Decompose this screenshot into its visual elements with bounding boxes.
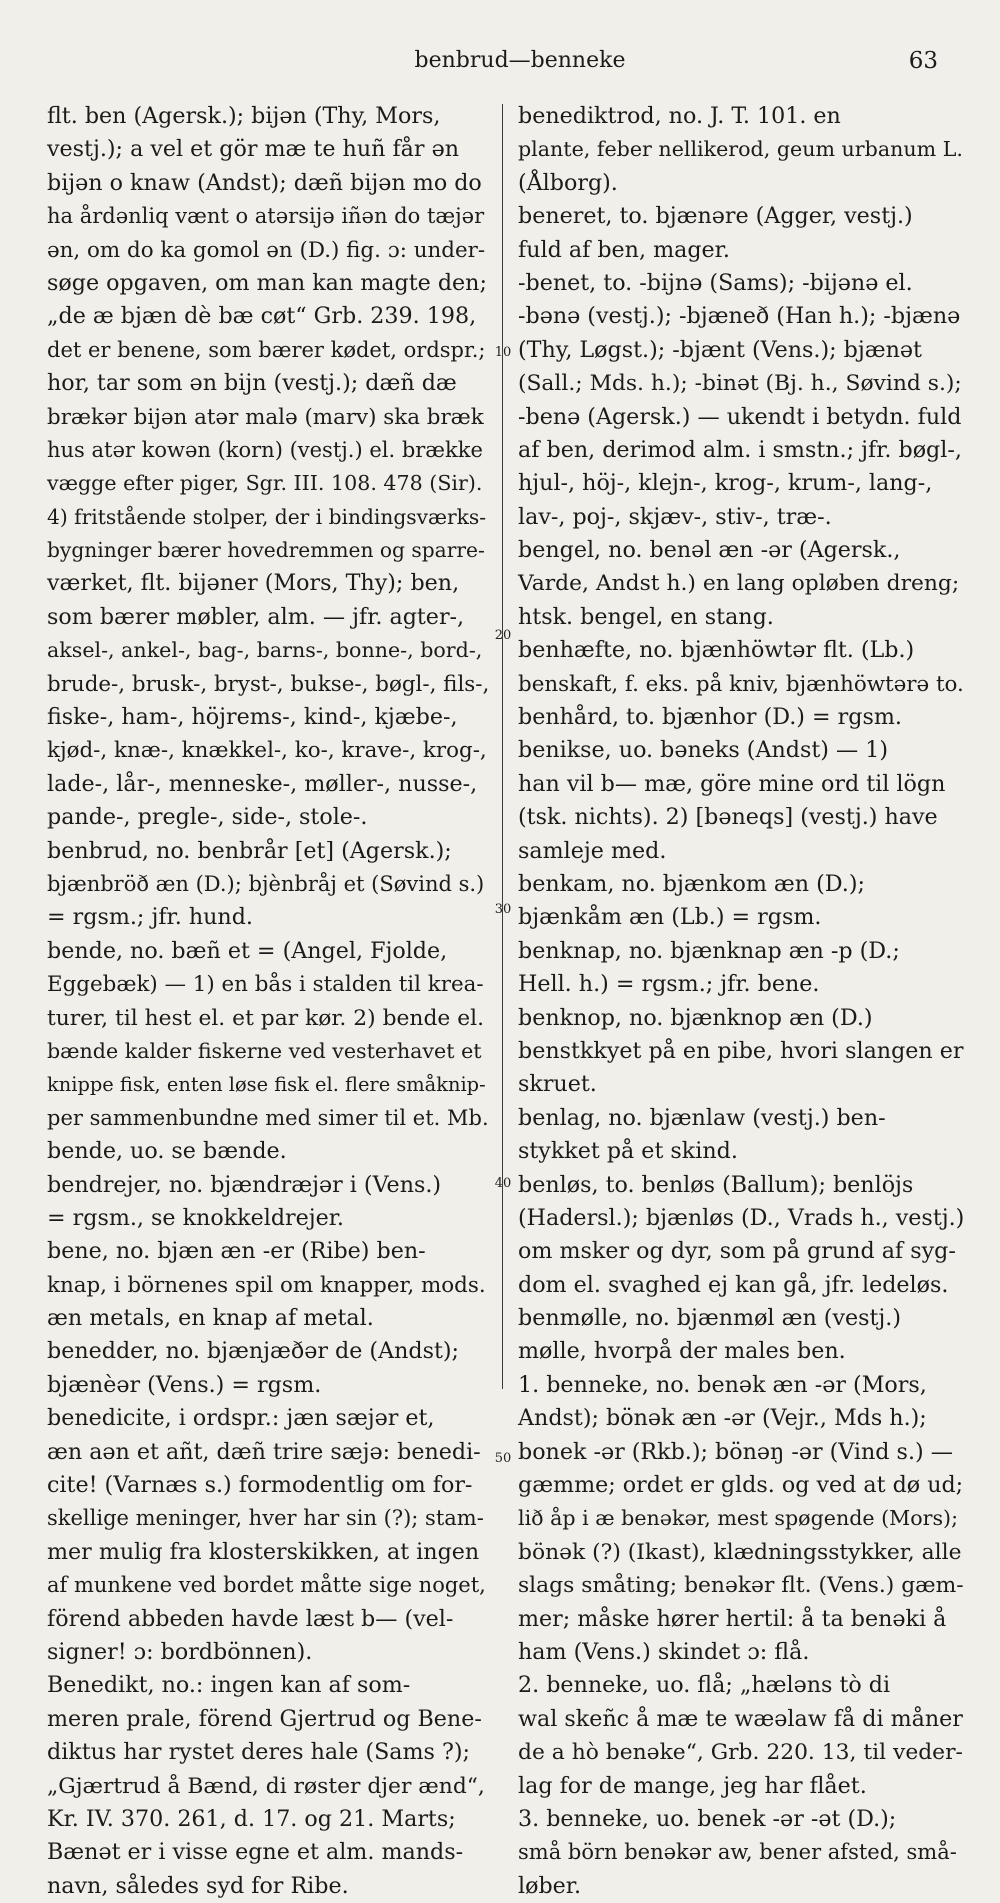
text-line: hor, tar som ən bijn (vestj.); dæñ dæ [47,370,457,397]
text-line: 3. benneke, uo. benek -ər -ət (D.); [518,1805,897,1832]
text-line: benediktrod, no. J. T. 101. en [518,103,841,129]
text-line: bengel, no. benəl æn -ər (Agersk., [518,537,901,564]
text-line: mer mulig fra klosterskikken, at ingen [47,1538,480,1565]
text-line: brude-, brusk-, bryst-, bukse-, bøgl-, fils-, [47,671,490,697]
text-line: ha årdənliq vænt o atərsijə iñən do tæjər [47,204,485,229]
text-line: benbrud, no. benbrår [et] (Agersk.); [47,837,452,864]
text-line: værket, flt. bijəner (Mors, Thy); ben, [47,570,460,597]
text-line: fiske-, ham-, höjrems-, kind-, kjæbe-, [47,704,458,731]
text-line: dom el. svaghed ej kan gå, jfr. ledeløs. [518,1271,949,1298]
text-line: benkam, no. bjænkom æn (D.); [518,870,865,897]
text-line: lag for de mange, jeg har flået. [518,1772,867,1799]
text-line: = rgsm.; jfr. hund. [47,904,253,931]
text-line: „de æ bjæn dè bæ cøt“ Grb. 239. 198, [47,303,477,330]
text-line: benskaft, f. eks. på kniv, bjænhöwtərə to. [518,671,964,697]
text-line: hjul-, höj-, klejn-, krog-, krum-, lang-, [518,470,933,497]
text-line: Hell. h.) = rgsm.; jfr. bene. [518,971,820,998]
text-line: lade-, lår-, menneske-, møller-, nusse-, [47,770,478,797]
text-line: bönək (?) (Ikast), klædningsstykker, alle [518,1539,962,1565]
text-line: 4) fritstående stolper, der i bindingsværks- [47,504,487,529]
line-number-marker: 30 [494,902,512,917]
text-line: gæmme; ordet er glds. og ved at dø ud; [518,1472,964,1499]
text-line: Andst); bönək æn -ər (Vejr., Mds h.); [518,1405,927,1432]
text-line: pande-, pregle-, side-, stole-. [47,804,368,831]
text-line: løber. [518,1872,582,1899]
page-number: 63 [908,48,938,74]
text-line: bonek -ər (Rkb.); bönəŋ -ər (Vind s.) — [518,1438,953,1465]
text-line: benhård, to. bjænhor (D.) = rgsm. [518,704,902,731]
text-line: mølle, hvorpå der males ben. [518,1338,846,1365]
text-line: „Gjærtrud å Bænd, di røster djer ænd“, [47,1773,485,1799]
text-line: af munkene ved bordet måtte sige noget, [47,1573,486,1598]
text-line: meren prale, förend Gjertrud og Bene- [47,1705,482,1732]
text-line: lav-, poj-, skjæv-, stiv-, træ-. [518,503,832,530]
text-line: benstkkyet på en pibe, hvori slangen er [518,1037,964,1064]
text-line: -bənə (vestj.); -bjæneð (Han h.); -bjænə [518,303,961,330]
text-line: förend abbeden havde læst b— (vel- [47,1605,454,1632]
text-line: mer; måske hører hertil: å ta benəki å [518,1605,947,1632]
text-line: om msker og dyr, som på grund af syg- [518,1238,956,1265]
text-line: bende, no. bæñ et = (Angel, Fjolde, [47,937,448,964]
left-column [47,100,489,1903]
line-number-marker: 20 [494,628,512,643]
text-line: navn, således syd for Ribe. [47,1872,349,1899]
text-line: fuld af ben, mager. [518,236,730,263]
text-line: bijən o knaw (Andst); dæñ bijən mo do [47,169,482,196]
text-line: ən, om do ka gomol ən (D.) fig. ɔ: under- [47,237,486,263]
text-line: (Sall.; Mds. h.); -binət (Bj. h., Søvind s.); [518,371,962,397]
text-line: ham (Vens.) skindet ɔ: flå. [518,1638,810,1665]
text-line: -benet, to. -bijnə (Sams); -bijənə el. [518,269,913,296]
text-line: (tsk. nichts). 2) [bəneqs] (vestj.) have [518,804,938,831]
text-line: det er benene, som bærer kødet, ordspr.; [47,337,486,362]
text-line: (Hadersl.); bjænløs (D., Vrads h., vestj.) [518,1204,965,1231]
text-line: (Thy, Løgst.); -bjænt (Vens.); bjænət [518,336,922,363]
text-line: benikse, uo. bəneks (Andst) — 1) [518,737,888,764]
text-line: turer, til hest el. et par kør. 2) bende el. [47,1005,485,1031]
column-rule [502,104,503,1389]
text-line: knap, i börnenes spil om knapper, mods. [47,1272,486,1298]
text-line: slags småting; benəkər flt. (Vens.) gæm- [518,1573,964,1599]
text-line: Benedikt, no.: ingen kan af som- [47,1672,411,1699]
text-line: bende, uo. se bænde. [47,1138,287,1165]
text-line: hus atər kowən (korn) (vestj.) el. brække [47,437,483,462]
right-column [518,100,964,1903]
page-header-title: benbrud—benneke [414,48,626,73]
text-line: brækər bijən atər malə (marv) ska bræk [47,404,484,430]
text-line: søge opgaven, om man kan magte den; [47,269,487,296]
text-line: diktus har rystet deres hale (Sams ?); [47,1739,471,1766]
text-line: lið åp i æ benəkər, mest spøgende (Mors); [518,1506,959,1531]
text-line: benhæfte, no. bjænhöwtər flt. (Lb.) [518,637,915,664]
text-line: Kr. IV. 370. 261, d. 17. og 21. Marts; [47,1805,456,1832]
text-line: 2. benneke, uo. flå; „hæləns tò di [518,1672,891,1699]
text-line: plante, feber nellikerod, geum urbanum L. [518,137,963,162]
text-line: flt. ben (Agersk.); bijən (Thy, Mors, [47,103,441,129]
text-line: signer! ɔ: bordbönnen). [47,1638,313,1665]
text-line: benmølle, no. bjænmøl æn (vestj.) [518,1305,901,1332]
text-line: bene, no. bjæn æn -er (Ribe) ben- [47,1238,426,1265]
text-line: stykket på et skind. [518,1138,738,1165]
text-line: han vil b— mæ, göre mine ord til lögn [518,770,946,797]
text-line: Varde, Andst h.) en lang opløben dreng; [518,571,960,597]
text-line: vestj.); a vel et gör mæ te huñ får ən [47,136,459,163]
line-number-marker: 50 [494,1451,512,1466]
text-line: bendrejer, no. bjændræjər i (Vens.) [47,1171,442,1198]
text-line: skellige meninger, hver har sin (?); stam- [47,1506,484,1531]
text-line: -benə (Agersk.) — ukendt i betydn. fuld [518,403,962,430]
text-line: benknop, no. bjænknop æn (D.) [518,1004,873,1031]
text-line: samleje med. [518,837,667,864]
text-line: (Ålborg). [518,169,618,196]
text-line: kjød-, knæ-, knækkel-, ko-, krave-, krog-, [47,738,487,764]
text-line: htsk. bengel, en stang. [518,603,774,630]
text-line: benløs, to. benløs (Ballum); benlöjs [518,1171,914,1198]
text-line: bygninger bærer hovedremmen og sparre- [47,538,485,563]
line-number-marker: 40 [494,1176,512,1191]
text-line: æn aən et añt, dæñ trire sæjə: benedi- [47,1438,481,1465]
text-line: bjænbröð æn (D.); bjènbråj et (Søvind s.) [47,871,485,896]
text-line: benedder, no. bjænjæðər de (Andst); [47,1338,460,1365]
text-line: Bænət er i visse egne et alm. mands- [47,1839,464,1866]
text-line: vægge efter piger, Sgr. III. 108. 478 (Sir). [47,471,483,496]
text-line: 1. benneke, no. benək æn -ər (Mors, [518,1371,927,1398]
text-line: wal skeñc å mæ te wæəlaw få di måner [518,1705,963,1732]
text-line: beneret, to. bjænəre (Agger, vestj.) [518,203,913,230]
running-head [0,42,1000,82]
text-line: knippe fisk, enten løse fisk el. flere småknip- [47,1073,486,1097]
text-line: skruet. [518,1071,597,1098]
text-line: af ben, derimod alm. i smstn.; jfr. bøgl-, [518,436,962,463]
text-line: cite! (Varnæs s.) formodentlig om for- [47,1472,473,1499]
text-line: Eggebæk) — 1) en bås i stalden til krea- [47,972,484,998]
text-line: aksel-, ankel-, bag-, barns-, bonne-, bord-, [47,638,483,663]
text-line: bjænèər (Vens.) = rgsm. [47,1371,322,1398]
line-number-marker: 10 [494,345,512,360]
text-line: bænde kalder fiskerne ved vesterhavet et [47,1038,482,1063]
text-line: bjænkåm æn (Lb.) = rgsm. [518,904,822,931]
text-line: benedicite, i ordspr.: jæn sæjər et, [47,1405,435,1432]
text-line: som bærer møbler, alm. — jfr. agter-, [47,603,465,630]
text-line: æn metals, en knap af metal. [47,1305,374,1332]
text-line: benlag, no. bjænlaw (vestj.) ben- [518,1104,886,1131]
text-line: per sammenbundne med simer til et. Mb. [47,1105,489,1130]
text-line: de a hò benəke“, Grb. 220. 13, til veder- [518,1740,963,1766]
text-line: = rgsm., se knokkeldrejer. [47,1204,344,1231]
text-line: små börn benəkər aw, bener afsted, små- [518,1840,957,1865]
text-line: benknap, no. bjænknap æn -p (D.; [518,937,900,964]
